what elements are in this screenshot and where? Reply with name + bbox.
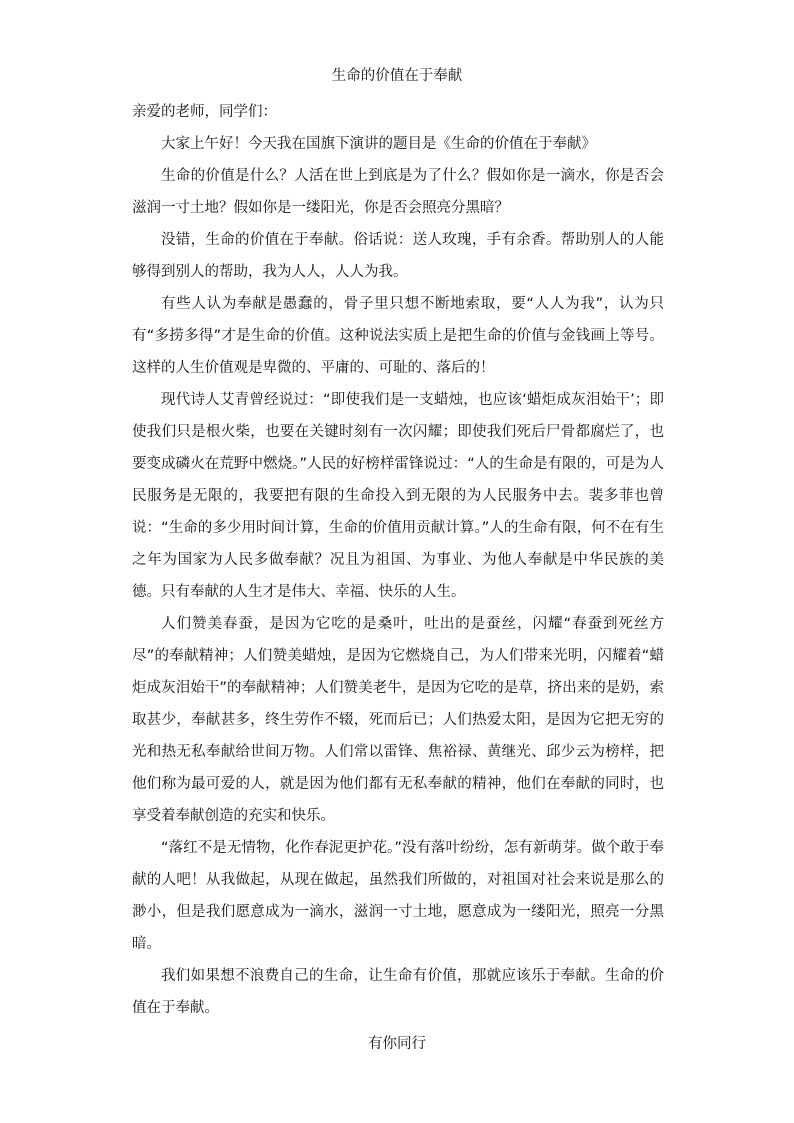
document-body — [132, 96, 664, 1024]
salutation: 亲爱的老师，同学们： — [132, 104, 277, 120]
page-footer: 有你同行 — [368, 1036, 426, 1052]
document-title: 生命的价值在于奉献 — [331, 68, 463, 84]
paragraph-counterview: 有些人认为奉献是愚蠢的，骨子里只想不断地索取，要“人人为我”，认为只有“多捞多得”才是生命的价值。这种说法实质上是把生命的价值与金钱画上等号。这样的人生价值观是卑微的、平庸的、可耻的、落后的！ — [132, 296, 664, 376]
paragraph-quotes: 现代诗人艾青曾经说过：“即使我们是一支蜡烛，也应该‘蜡炬成灰泪始干’；即使我们只是根火柴，也要在关键时刻有一次闪耀；即使我们死后尸骨都腐烂了，也要变成磷火在荒野中燃烧。”人民的好榜样雷锋说过：“人的生命是有限的，可是为人民服务是无限的，我要把有限的生命投入到无限的为人民服务中去。裴多菲也曾说：“生命的多少用时间计算，生命的价值用贡献计算。”人的生命有限，何不在有生之年为国家为人民多做奉献？况且为祖国、为事业、为他人奉献是中华民族的美德。只有奉献的人生才是伟大、幸福、快乐的人生。 — [132, 392, 664, 600]
paragraph-examples: 人们赞美春蚕，是因为它吃的是桑叶，吐出的是蚕丝，闪耀“春蚕到死丝方尽”的奉献精神；人们赞美蜡烛，是因为它燃烧自己，为人们带来光明，闪耀着“蜡炬成灰泪始干”的奉献精神；人们赞美老牛，是因为它吃的是草，挤出来的是奶，索取甚少，奉献甚多，终生劳作不辍，死而后已；人们热爱太阳，是因为它把无穷的光和热无私奉献给世间万物。人们常以雷锋、焦裕禄、黄继光、邱少云为榜样，把他们称为最可爱的人，就是因为他们都有无私奉献的精神，他们在奉献的同时，也享受着奉献创造的充实和快乐。 — [132, 616, 664, 824]
paragraph-greeting: 大家上午好！今天我在国旗下演讲的题目是《生命的价值在于奉献》 — [161, 136, 596, 152]
paragraph-question: 生命的价值是什么？人活在世上到底是为了什么？假如你是一滴水，你是否会滋润一寸土地？假如你是一缕阳光，你是否会照亮分黑暗？ — [132, 168, 664, 216]
paragraph-call-to-action: “落红不是无情物，化作春泥更护花。”没有落叶纷纷，怎有新萌芽。做个敢于奉献的人吧！从我做起，从现在做起，虽然我们所做的，对祖国对社会来说是那么的渺小，但是我们愿意成为一滴水，滋润一寸土地，愿意成为一缕阳光，照亮一分黑暗。 — [132, 840, 664, 952]
paragraph-conclusion: 我们如果想不浪费自己的生命，让生命有价值，那就应该乐于奉献。生命的价值在于奉献。 — [132, 968, 664, 1016]
paragraph-answer: 没错，生命的价值在于奉献。俗话说：送人玫瑰，手有余香。帮助别人的人能够得到别人的帮助，我为人人，人人为我。 — [132, 232, 664, 280]
